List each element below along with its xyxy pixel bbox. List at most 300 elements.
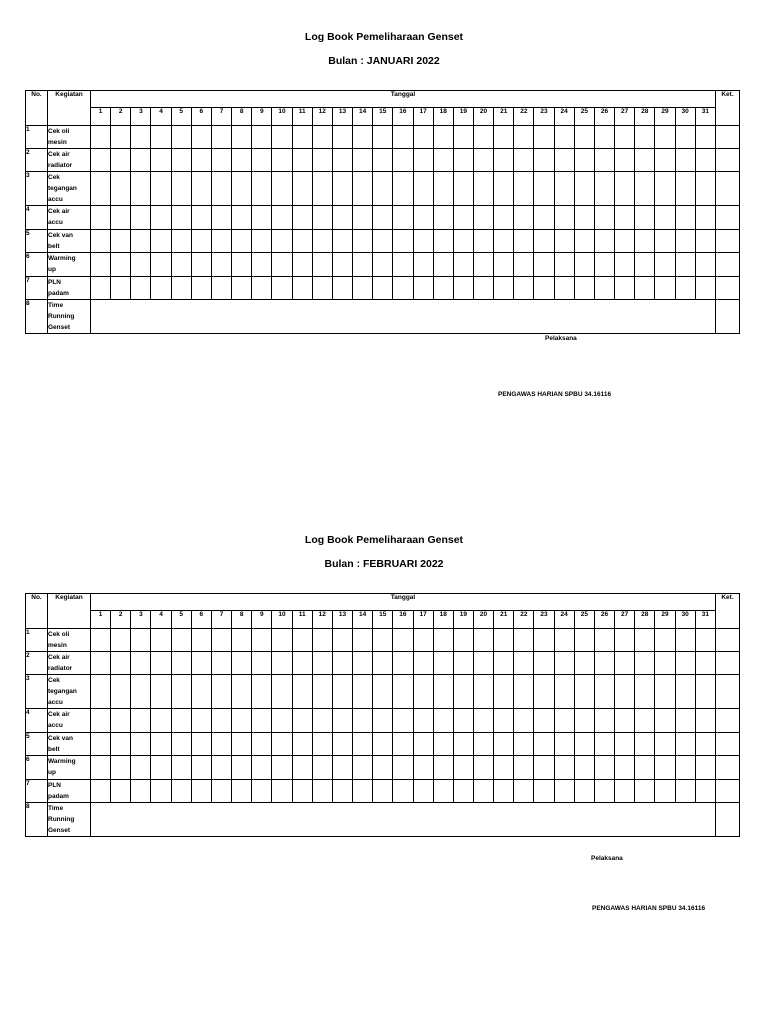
day-cell (292, 230, 312, 253)
day-cell (232, 733, 252, 756)
day-cell (594, 253, 614, 277)
day-cell (373, 230, 393, 253)
day-cell (594, 652, 614, 675)
day-header: 23 (534, 108, 554, 126)
day-cell (292, 149, 312, 172)
day-cell (191, 277, 211, 300)
table-row (26, 652, 740, 675)
day-cell (332, 253, 352, 277)
month-label: Bulan : JANUARI 2022 (328, 55, 440, 67)
day-cell (695, 652, 715, 675)
day-cell (413, 149, 433, 172)
day-cell (211, 277, 231, 300)
day-cell (272, 709, 292, 733)
day-cell (211, 629, 231, 652)
ket-cell (716, 253, 740, 277)
day-cell (534, 629, 554, 652)
day-cell (473, 230, 493, 253)
day-cell (353, 253, 373, 277)
day-header: 12 (312, 108, 332, 126)
row-number: 1 (26, 126, 48, 149)
day-header: 20 (473, 611, 493, 629)
day-cell (534, 126, 554, 149)
day-cell (635, 230, 655, 253)
day-cell (494, 149, 514, 172)
day-cell (91, 652, 111, 675)
day-cell (554, 230, 574, 253)
day-cell (111, 253, 131, 277)
day-header: 24 (554, 611, 574, 629)
day-cell (191, 709, 211, 733)
day-cell (252, 253, 272, 277)
day-header: 11 (292, 611, 312, 629)
day-cell (211, 733, 231, 756)
activity-line: Cek oli (48, 631, 70, 638)
row-number: 3 (26, 675, 48, 709)
day-cell (312, 733, 332, 756)
day-cell (131, 780, 151, 803)
merged-entry-cell (91, 803, 716, 837)
day-header: 3 (131, 611, 151, 629)
table-row (26, 709, 740, 733)
day-cell (615, 733, 635, 756)
day-cell (453, 230, 473, 253)
day-header: 9 (252, 108, 272, 126)
page-title: Log Book Pemeliharaan Genset (304, 534, 464, 546)
day-header: 31 (695, 108, 715, 126)
activity-line: mesin (48, 139, 67, 146)
activity-cell (48, 629, 91, 652)
activity-cell (48, 277, 91, 300)
day-cell (232, 675, 252, 709)
day-cell (635, 675, 655, 709)
day-cell (594, 629, 614, 652)
day-cell (131, 172, 151, 206)
day-cell (615, 277, 635, 300)
activity-cell (48, 756, 91, 780)
day-cell (232, 253, 252, 277)
day-cell (494, 629, 514, 652)
day-cell (413, 126, 433, 149)
day-cell (292, 709, 312, 733)
activity-line: tegangan (48, 688, 77, 695)
day-cell (534, 206, 554, 230)
day-cell (292, 277, 312, 300)
day-cell (413, 253, 433, 277)
day-cell (151, 780, 171, 803)
day-header: 6 (191, 611, 211, 629)
day-cell (111, 172, 131, 206)
day-header: 17 (413, 108, 433, 126)
day-cell (433, 149, 453, 172)
ket-cell (716, 629, 740, 652)
activity-line: Cek air (48, 208, 70, 215)
day-cell (111, 780, 131, 803)
day-header: 4 (151, 108, 171, 126)
pengawas-label: PENGAWAS HARIAN SPBU 34.16116 (592, 905, 706, 912)
day-header: 25 (574, 611, 594, 629)
day-cell (312, 206, 332, 230)
merged-entry-cell (91, 300, 716, 334)
day-cell (453, 149, 473, 172)
activity-line: PLN (48, 782, 61, 789)
row-number: 8 (26, 300, 48, 334)
day-cell (453, 126, 473, 149)
activity-line: up (48, 769, 56, 776)
day-cell (252, 206, 272, 230)
pengawas-label: PENGAWAS HARIAN SPBU 34.16116 (498, 391, 612, 398)
day-cell (353, 756, 373, 780)
activity-line: accu (48, 722, 63, 729)
ket-cell (716, 300, 740, 334)
day-cell (272, 652, 292, 675)
day-header: 15 (373, 611, 393, 629)
day-cell (272, 172, 292, 206)
table-row (26, 780, 740, 803)
day-cell (151, 652, 171, 675)
day-cell (393, 756, 413, 780)
day-cell (131, 230, 151, 253)
tanggal-header: Tanggal (91, 594, 716, 611)
day-cell (534, 652, 554, 675)
day-cell (131, 149, 151, 172)
day-cell (695, 172, 715, 206)
day-cell (675, 756, 695, 780)
day-cell (594, 126, 614, 149)
day-cell (332, 206, 352, 230)
day-cell (312, 126, 332, 149)
activity-cell (48, 803, 91, 837)
row-number: 7 (26, 277, 48, 300)
day-header: 19 (453, 108, 473, 126)
day-cell (473, 149, 493, 172)
maintenance-table (25, 90, 740, 334)
day-cell (413, 756, 433, 780)
table-row (26, 172, 740, 206)
row-number: 5 (26, 733, 48, 756)
day-cell (695, 149, 715, 172)
day-cell (111, 733, 131, 756)
day-header: 1 (91, 611, 111, 629)
day-cell (111, 126, 131, 149)
day-cell (232, 709, 252, 733)
row-number: 3 (26, 172, 48, 206)
day-header: 26 (594, 611, 614, 629)
day-cell (353, 780, 373, 803)
day-cell (252, 709, 272, 733)
day-cell (615, 149, 635, 172)
activity-cell (48, 253, 91, 277)
day-cell (191, 230, 211, 253)
day-header: 17 (413, 611, 433, 629)
day-cell (111, 149, 131, 172)
day-header: 5 (171, 108, 191, 126)
day-cell (211, 675, 231, 709)
day-cell (353, 652, 373, 675)
table-row (26, 206, 740, 230)
activity-line: Cek van (48, 232, 73, 239)
day-cell (151, 126, 171, 149)
activity-line: padam (48, 793, 69, 800)
day-header: 13 (332, 611, 352, 629)
day-cell (514, 756, 534, 780)
kegiatan-header: Kegiatan (48, 594, 91, 629)
day-cell (191, 126, 211, 149)
day-cell (413, 230, 433, 253)
day-cell (373, 756, 393, 780)
day-cell (473, 206, 493, 230)
day-cell (675, 253, 695, 277)
day-cell (695, 756, 715, 780)
day-cell (91, 149, 111, 172)
day-cell (151, 675, 171, 709)
day-header: 12 (312, 611, 332, 629)
day-cell (473, 629, 493, 652)
day-cell (635, 780, 655, 803)
day-cell (473, 756, 493, 780)
day-cell (252, 629, 272, 652)
day-cell (615, 709, 635, 733)
day-cell (554, 149, 574, 172)
day-cell (131, 756, 151, 780)
row-number: 1 (26, 629, 48, 652)
day-cell (433, 780, 453, 803)
day-cell (211, 206, 231, 230)
activity-line: padam (48, 290, 69, 297)
day-cell (473, 172, 493, 206)
day-header: 22 (514, 611, 534, 629)
ket-cell (716, 756, 740, 780)
day-header: 4 (151, 611, 171, 629)
activity-line: radiator (48, 162, 73, 169)
day-cell (695, 230, 715, 253)
day-cell (655, 675, 675, 709)
day-cell (312, 149, 332, 172)
day-cell (453, 709, 473, 733)
day-cell (635, 652, 655, 675)
day-cell (514, 206, 534, 230)
day-cell (534, 230, 554, 253)
day-cell (453, 172, 473, 206)
day-header: 2 (111, 108, 131, 126)
day-cell (373, 253, 393, 277)
day-cell (232, 206, 252, 230)
day-cell (191, 756, 211, 780)
day-cell (695, 253, 715, 277)
table-row (26, 277, 740, 300)
day-cell (211, 756, 231, 780)
day-header: 25 (574, 108, 594, 126)
day-cell (574, 629, 594, 652)
day-header: 22 (514, 108, 534, 126)
table-row (26, 149, 740, 172)
no-header: No. (26, 91, 48, 126)
day-cell (433, 126, 453, 149)
day-cell (494, 733, 514, 756)
activity-line: belt (48, 243, 60, 250)
day-cell (433, 756, 453, 780)
day-cell (332, 629, 352, 652)
day-header: 28 (635, 108, 655, 126)
row-number: 7 (26, 780, 48, 803)
day-cell (695, 277, 715, 300)
day-cell (252, 675, 272, 709)
day-cell (594, 780, 614, 803)
day-cell (332, 277, 352, 300)
day-cell (615, 253, 635, 277)
day-cell (453, 756, 473, 780)
day-cell (473, 675, 493, 709)
day-cell (252, 277, 272, 300)
day-cell (353, 629, 373, 652)
day-cell (695, 629, 715, 652)
day-cell (635, 253, 655, 277)
day-cell (655, 172, 675, 206)
day-cell (675, 733, 695, 756)
day-cell (111, 277, 131, 300)
day-cell (151, 629, 171, 652)
day-cell (272, 126, 292, 149)
day-cell (292, 172, 312, 206)
day-cell (211, 172, 231, 206)
day-cell (151, 277, 171, 300)
day-cell (655, 756, 675, 780)
day-cell (393, 780, 413, 803)
day-cell (312, 629, 332, 652)
ket-header: Ket. (716, 594, 740, 629)
day-cell (655, 149, 675, 172)
day-cell (292, 780, 312, 803)
day-cell (171, 149, 191, 172)
day-cell (433, 277, 453, 300)
table-row (26, 300, 740, 334)
day-cell (514, 629, 534, 652)
activity-line: mesin (48, 642, 67, 649)
day-header: 8 (232, 108, 252, 126)
day-cell (433, 709, 453, 733)
day-cell (494, 709, 514, 733)
day-cell (494, 253, 514, 277)
day-cell (91, 230, 111, 253)
day-header: 14 (353, 108, 373, 126)
day-cell (453, 733, 473, 756)
activity-cell (48, 675, 91, 709)
day-cell (151, 756, 171, 780)
page-title: Log Book Pemeliharaan Genset (304, 31, 464, 43)
day-cell (353, 172, 373, 206)
day-cell (393, 629, 413, 652)
day-cell (91, 756, 111, 780)
table-row (26, 675, 740, 709)
day-header: 6 (191, 108, 211, 126)
day-cell (393, 172, 413, 206)
day-cell (675, 149, 695, 172)
day-cell (615, 126, 635, 149)
activity-line: Warming (48, 255, 76, 262)
day-cell (594, 206, 614, 230)
day-cell (473, 733, 493, 756)
day-cell (413, 675, 433, 709)
day-cell (413, 277, 433, 300)
day-cell (514, 733, 534, 756)
day-header: 26 (594, 108, 614, 126)
day-cell (433, 675, 453, 709)
pelaksana-label: Pelaksana (591, 855, 623, 862)
day-cell (292, 675, 312, 709)
day-header: 29 (655, 611, 675, 629)
day-cell (494, 172, 514, 206)
day-cell (393, 709, 413, 733)
day-cell (675, 675, 695, 709)
day-header: 16 (393, 108, 413, 126)
day-header: 2 (111, 611, 131, 629)
ket-cell (716, 149, 740, 172)
activity-line: radiator (48, 665, 73, 672)
activity-cell (48, 780, 91, 803)
day-cell (413, 780, 433, 803)
day-cell (655, 253, 675, 277)
day-cell (635, 277, 655, 300)
day-cell (534, 780, 554, 803)
pelaksana-label: Pelaksana (545, 335, 577, 342)
day-cell (191, 733, 211, 756)
day-header: 19 (453, 611, 473, 629)
day-cell (574, 126, 594, 149)
day-cell (312, 780, 332, 803)
day-header: 1 (91, 108, 111, 126)
ket-cell (716, 126, 740, 149)
day-cell (373, 780, 393, 803)
day-cell (252, 780, 272, 803)
day-cell (554, 629, 574, 652)
activity-cell (48, 652, 91, 675)
day-cell (413, 709, 433, 733)
day-cell (232, 780, 252, 803)
day-cell (232, 756, 252, 780)
day-cell (211, 709, 231, 733)
day-cell (534, 253, 554, 277)
day-cell (594, 277, 614, 300)
day-cell (312, 230, 332, 253)
day-cell (151, 253, 171, 277)
day-cell (131, 652, 151, 675)
table-row (26, 230, 740, 253)
day-header: 11 (292, 108, 312, 126)
day-cell (332, 756, 352, 780)
day-header: 20 (473, 108, 493, 126)
day-header: 28 (635, 611, 655, 629)
day-cell (554, 172, 574, 206)
day-cell (151, 733, 171, 756)
day-cell (393, 675, 413, 709)
day-cell (615, 629, 635, 652)
day-cell (655, 733, 675, 756)
day-cell (171, 172, 191, 206)
day-header: 18 (433, 611, 453, 629)
day-cell (574, 277, 594, 300)
day-cell (373, 206, 393, 230)
day-cell (514, 277, 534, 300)
day-cell (332, 709, 352, 733)
activity-line: belt (48, 746, 60, 753)
day-cell (695, 675, 715, 709)
ket-cell (716, 206, 740, 230)
day-cell (574, 172, 594, 206)
activity-line: Genset (48, 324, 71, 331)
day-cell (111, 756, 131, 780)
activity-line: Cek air (48, 654, 70, 661)
day-cell (191, 172, 211, 206)
